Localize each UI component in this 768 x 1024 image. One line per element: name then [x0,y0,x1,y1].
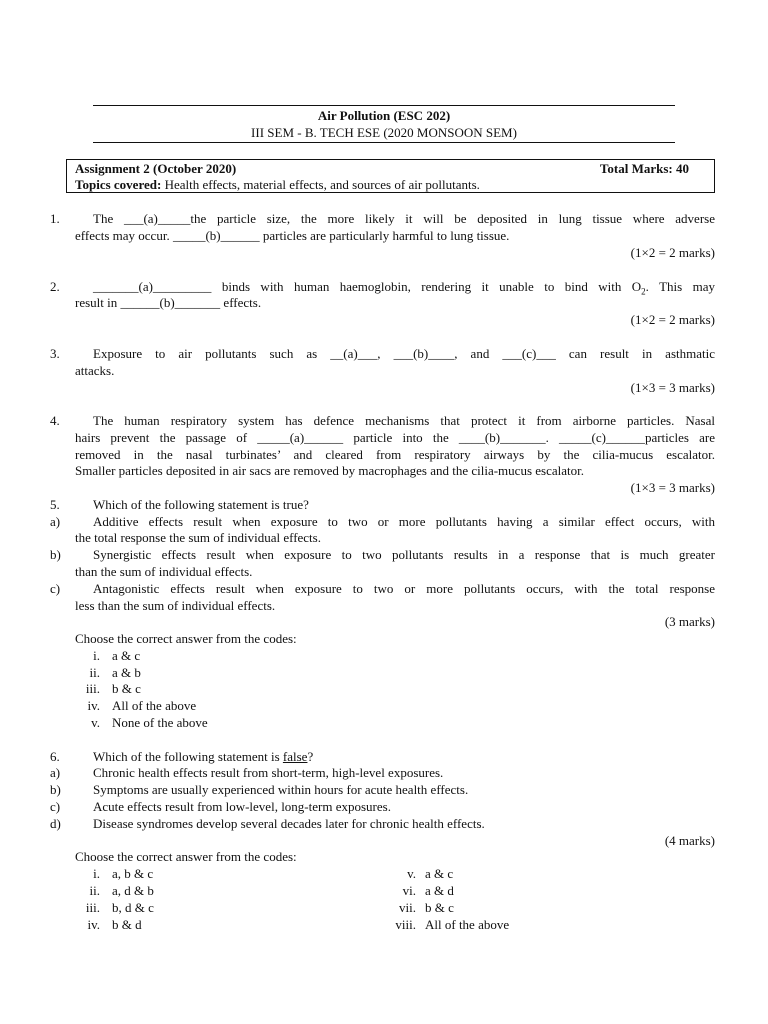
q5-code-4-text: All of the above [112,698,197,713]
q6-option-d-label: d) [50,816,61,831]
q4-line-4: Smaller particles deposited in air sacs are removed by macrophages and the cilia-mucus escalator. [75,463,584,478]
q3-marks: (1×3 = 3 marks) [630,380,715,395]
q2-blank-a: _______(a)_________ [93,279,212,294]
q3-line-1: Exposure to air pollutants such as __(a)___, ___(b)____, and ___(c)___ can result in asthmatic [93,346,715,361]
q6-question: Which of the following statement is false? [93,749,314,764]
q5-code-1-num: i. [93,648,100,663]
q4-blank-c: _____(c)______ [559,430,645,445]
q5-option-c-line-2: less than the sum of individual effects. [75,598,276,613]
q4-marks: (1×3 = 3 marks) [630,480,715,495]
q6-code-right-2-text: a & d [425,883,454,898]
q6-option-a-text: Chronic health effects result from short-term, high-level exposures. [93,765,444,780]
q5-code-1-text: a & c [112,648,141,663]
course-title: Air Pollution (ESC 202) [317,108,451,123]
q6-number: 6. [50,749,60,764]
q1-blank-b: _____(b)______ [172,228,260,243]
q6-option-b-text: Symptoms are usually experienced within hours for acute health effects. [93,782,469,797]
q1-line-1: The ___(a)_____the particle size, the more likely it will be deposited in lung tissue where adverse [93,211,715,226]
q6-code-right-4-num: viii. [395,917,416,932]
q6-option-c-label: c) [50,799,61,814]
q6-code-right-3-num: vii. [399,900,416,915]
q3-number: 3. [50,346,60,361]
course-subtitle: III SEM - B. TECH ESE (2020 MONSOON SEM) [251,125,517,140]
q2-blank-b: ______(b)_______ [120,295,221,310]
q5-codes-prompt: Choose the correct answer from the codes: [75,631,297,646]
q5-code-3-num: iii. [85,681,100,696]
q3-blank-c: ___(c)___ [502,346,556,361]
q6-option-d-text: Disease syndromes develop several decades later for chronic health effects. [93,816,485,831]
q5-code-2-num: ii. [89,665,100,680]
q6-marks: (4 marks) [664,833,715,848]
q6-code-left-4-num: iv. [87,917,100,932]
q5-code-5-num: v. [91,715,100,730]
q6-false-word: false [282,749,308,764]
q5-code-4-num: iv. [87,698,100,713]
q3-line-2: attacks. [75,363,115,378]
q1-line-2: effects may occur. _____(b)______ particles are particularly harmful to lung tissue. [75,228,510,243]
q4-line-2: hairs prevent the passage of _____(a)______ particle into the ____(b)_______. _____(c)______particles are [75,430,716,445]
q6-code-right-4-text: All of the above [425,917,510,932]
total-marks: Total Marks: 40 [599,161,689,176]
q6-code-left-1-text: a, b & c [112,866,154,881]
q2-line-2: result in ______(b)_______ effects. [75,295,262,310]
q5-option-b-line-1: Synergistic effects result when exposure to two pollutants results in a response that is much greater [93,547,715,562]
q5-code-3-text: b & c [112,681,141,696]
topics-covered [75,177,480,193]
q6-codes-prompt: Choose the correct answer from the codes: [75,849,297,864]
q6-code-left-4-text: b & d [112,917,142,932]
q5-option-a-line-2: the total response the sum of individual effects. [75,530,321,545]
q6-option-c-text: Acute effects result from low-level, long-term exposures. [93,799,391,814]
topics-text: Health effects, material effects, and sources of air pollutants. [161,177,480,192]
q5-number: 5. [50,497,60,512]
q1-marks: (1×2 = 2 marks) [630,245,715,260]
q1-number: 1. [50,211,60,226]
q5-code-2-text: a & b [112,665,141,680]
q5-option-c-line-1: Antagonistic effects result when exposure to two or more pollutants occurs, with the total response [93,581,715,596]
assignment-name: Assignment 2 (October 2020) [75,161,237,176]
q2-number: 2. [50,279,60,294]
q4-line-1: The human respiratory system has defence mechanisms that protect it from airborne particles. Nasal [93,413,715,428]
q5-option-c-label: c) [50,581,61,596]
q5-option-b-line-2: than the sum of individual effects. [75,564,253,579]
q3-blank-b: ___(b)____ [393,346,455,361]
q3-blank-a: __(a)___ [330,346,378,361]
q6-code-left-3-num: iii. [85,900,100,915]
q2-line-1: _______(a)_________ binds with human haemoglobin, rendering it unable to bind with $O_2$. This may [93,279,716,297]
header-bottom-rule [93,142,675,143]
q6-code-left-2-text: a, d & b [112,883,154,898]
q6-code-right-2-num: vi. [402,883,416,898]
q4-blank-a: _____(a)______ [257,430,344,445]
topics-label: Topics covered: [75,177,162,192]
q2-marks: (1×2 = 2 marks) [630,312,715,327]
q6-code-left-2-num: ii. [89,883,100,898]
q6-code-right-3-text: b & c [425,900,454,915]
q5-marks: (3 marks) [664,614,715,629]
q5-code-5-text: None of the above [112,715,208,730]
q5-option-a-label: a) [50,514,61,529]
q6-code-left-1-num: i. [93,866,100,881]
q5-option-a-line-1: Additive effects result when exposure to two or more pollutants having a similar effect occurs, with [93,514,715,529]
q6-code-right-1-text: a & c [425,866,454,881]
q4-number: 4. [50,413,60,428]
q6-option-b-label: b) [50,782,61,797]
header-top-rule [93,105,675,106]
q6-code-right-1-num: v. [407,866,416,881]
q4-line-3: removed in the nasal turbinates’ and cleared from respiratory airways by the cilia-mucus escalator. [75,447,715,462]
q5-question: Which of the following statement is true? [93,497,309,512]
q6-option-a-label: a) [50,765,61,780]
q5-option-b-label: b) [50,547,61,562]
q6-code-left-3-text: b, d & c [112,900,154,915]
q4-blank-b: ____(b)_______ [458,430,546,445]
q1-blank-a: ___(a)_____ [123,211,191,226]
